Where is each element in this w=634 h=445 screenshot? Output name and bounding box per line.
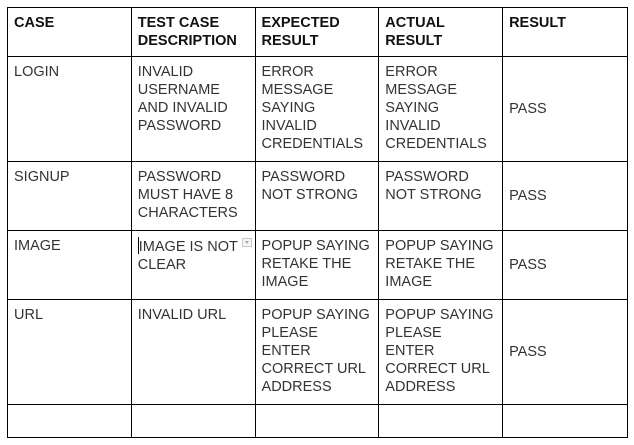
- cell-description[interactable]: [131, 405, 255, 438]
- cell-expected-result[interactable]: PASSWORD NOT STRONG: [255, 162, 379, 231]
- cell-actual-result[interactable]: POPUP SAYING PLEASE ENTER CORRECT URL ADDRESS: [379, 300, 503, 405]
- cell-description-text: IMAGE IS NOT CLEAR: [137, 239, 238, 273]
- cell-result[interactable]: [503, 405, 628, 438]
- table-row: [8, 162, 628, 231]
- header-description[interactable]: TEST CASE DESCRIPTION: [131, 8, 255, 57]
- header-expected-result[interactable]: EXPECTED RESULT: [255, 8, 379, 57]
- cell-expected-result[interactable]: [255, 405, 379, 438]
- cell-expected-result[interactable]: POPUP SAYING RETAKE THE IMAGE: [255, 231, 379, 300]
- cell-result[interactable]: PASS: [503, 300, 628, 405]
- table-row: [8, 57, 628, 162]
- header-row: [8, 8, 628, 57]
- cell-description[interactable]: INVALID URL: [131, 300, 255, 405]
- test-case-table: [7, 7, 628, 438]
- table-row: [8, 231, 628, 300]
- cell-actual-result[interactable]: ERROR MESSAGE SAYING INVALID CREDENTIALS: [379, 57, 503, 162]
- cell-case[interactable]: IMAGE: [8, 231, 132, 300]
- header-case[interactable]: CASE: [8, 8, 132, 57]
- table-row: [8, 300, 628, 405]
- cell-case[interactable]: [8, 405, 132, 438]
- cell-result[interactable]: PASS: [503, 231, 628, 300]
- cell-actual-result[interactable]: PASSWORD NOT STRONG: [379, 162, 503, 231]
- cell-result[interactable]: PASS: [503, 162, 628, 231]
- cell-actual-result[interactable]: POPUP SAYING RETAKE THE IMAGE: [379, 231, 503, 300]
- dropdown-arrow-icon[interactable]: [242, 238, 252, 247]
- cell-case[interactable]: SIGNUP: [8, 162, 132, 231]
- cell-expected-result[interactable]: POPUP SAYING PLEASE ENTER CORRECT URL ADDRESS: [255, 300, 379, 405]
- cell-result[interactable]: PASS: [503, 57, 628, 162]
- cell-expected-result[interactable]: ERROR MESSAGE SAYING INVALID CREDENTIALS: [255, 57, 379, 162]
- cell-actual-result[interactable]: [379, 405, 503, 438]
- cell-description-active[interactable]: [131, 231, 255, 300]
- table-row-empty: [8, 405, 628, 438]
- cell-description[interactable]: INVALID USERNAME AND INVALID PASSWORD: [131, 57, 255, 162]
- header-actual-result[interactable]: ACTUAL RESULT: [379, 8, 503, 57]
- cell-description[interactable]: PASSWORD MUST HAVE 8 CHARACTERS: [131, 162, 255, 231]
- cell-case[interactable]: LOGIN: [8, 57, 132, 162]
- cell-case[interactable]: URL: [8, 300, 132, 405]
- header-result[interactable]: RESULT: [503, 8, 628, 57]
